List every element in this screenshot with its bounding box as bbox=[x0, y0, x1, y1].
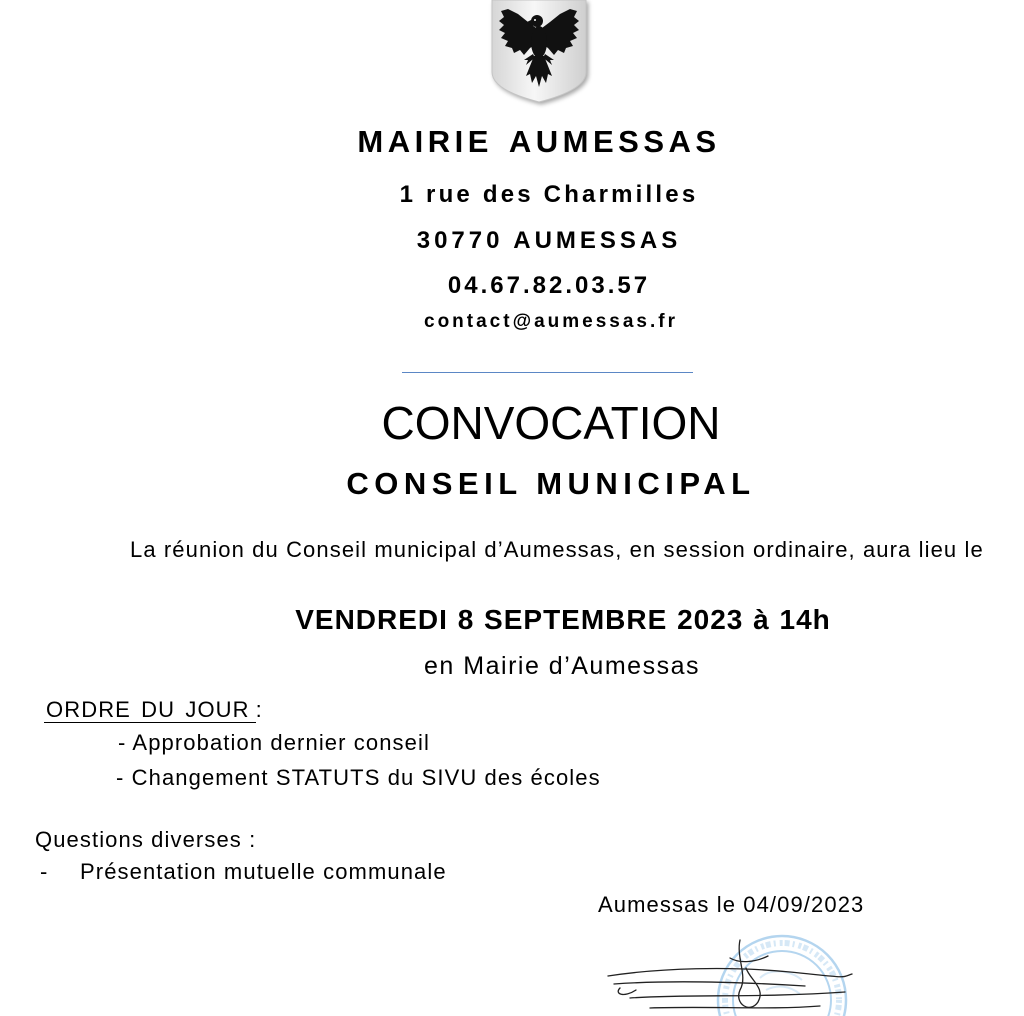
document-title: CONVOCATION bbox=[381, 397, 721, 449]
email-address: contact@aumessas.fr bbox=[424, 311, 678, 332]
question-bullet: - bbox=[40, 859, 49, 884]
agenda-item: - Changement STATUTS du SIVU des écoles bbox=[116, 765, 601, 790]
address-city: 30770 AUMESSAS bbox=[416, 227, 682, 254]
place-and-date: Aumessas le 04/09/2023 bbox=[598, 892, 865, 917]
header-divider bbox=[402, 372, 693, 373]
question-item: Présentation mutuelle communale bbox=[80, 859, 447, 884]
eagle-crest-icon bbox=[490, 0, 588, 103]
phone-number: 04.67.82.03.57 bbox=[447, 272, 651, 299]
signature-stamp bbox=[590, 928, 860, 1016]
document-subtitle: CONSEIL MUNICIPAL bbox=[346, 466, 756, 501]
agenda-heading-label: ORDRE DU JOUR bbox=[44, 699, 256, 723]
agenda-item: - Approbation dernier conseil bbox=[118, 730, 430, 755]
meeting-location: en Mairie d’Aumessas bbox=[424, 652, 700, 680]
agenda-heading-colon: : bbox=[255, 697, 263, 722]
mairie-title: MAIRIE AUMESSAS bbox=[357, 124, 721, 159]
address-street: 1 rue des Charmilles bbox=[399, 181, 699, 208]
intro-paragraph: La réunion du Conseil municipal d’Aumessas, en session ordinaire, aura lieu le bbox=[130, 537, 984, 562]
meeting-date-time: VENDREDI 8 SEPTEMBRE 2023 à 14h bbox=[295, 604, 831, 635]
agenda-heading bbox=[44, 699, 263, 723]
questions-heading: Questions diverses : bbox=[35, 827, 257, 852]
signature-icon bbox=[608, 940, 852, 1008]
